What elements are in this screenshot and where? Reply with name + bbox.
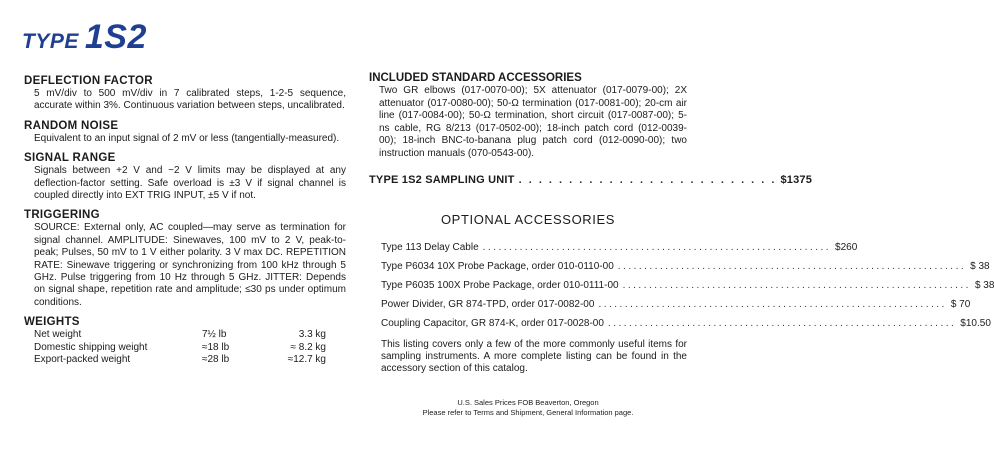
section-body: 5 mV/div to 500 mV/div in 7 calibrated steps, 1-2-5 sequence, accurate within 3%. Continuous variation between steps, uncalibrated.: [34, 88, 346, 112]
leader-dots: ..................................................................: [598, 298, 947, 310]
leader-dots: ..................................................................: [607, 317, 957, 329]
spec-signal-range: [24, 151, 346, 202]
weight-label: Net weight: [34, 329, 82, 341]
accessory-price: $ 38: [974, 279, 994, 291]
title-prefix: TYPE: [22, 30, 79, 53]
accessory-label: Type P6034 10X Probe Package, order 010-0110-00: [381, 260, 614, 272]
section-body: Signals between +2 V and −2 V limits may be displayed at any deflection-factor setting. Safe overload is ±3 V if signal channel is coupled directly into EXT TRIG INPUT, ±5 V if not.: [34, 165, 346, 202]
accessory-label: Coupling Capacitor, GR 874-K, order 017-0028-00: [381, 317, 604, 329]
accessory-price: $10.50: [960, 317, 991, 329]
weight-label: Export-packed weight: [34, 354, 131, 366]
weight-lb: ≈28 lb: [202, 354, 230, 366]
leader-dots: ..................................................................: [622, 279, 971, 291]
unit-price-value: $1375: [780, 173, 813, 186]
optional-accessory-row: [381, 260, 990, 273]
weight-kg: ≈12.7 kg: [287, 354, 326, 366]
section-body: SOURCE: External only, AC coupled—may serve as termination for signal channel. AMPLITUDE: Sinewaves, 100 mV to 2 V, peak-to-peak; Pulses, 50 mV to 1 V either polarity. 3 V max DC. REPETITION RATE: Sinewave triggering or synchronizing from 100 kHz through 5 GHz. Pulse triggering from 10 Hz through 5 GHz. JITTER: Depends on signal shape, repetition rate and amplitude; ≤30 ps under optimum conditions.: [34, 222, 346, 308]
spec-triggering: [24, 208, 346, 309]
accessory-price: $ 70: [950, 298, 971, 310]
weight-row: [34, 354, 346, 367]
optional-accessory-row: [381, 298, 971, 311]
accessory-label: Type 113 Delay Cable: [381, 241, 479, 253]
optional-accessory-row: [381, 317, 991, 330]
leader-dots: . . . . . . . . . . . . . . . . . . . . . . . . . .: [518, 173, 777, 186]
section-heading: DEFLECTION FACTOR: [24, 75, 153, 87]
weight-row: [34, 329, 346, 342]
included-accessories-body: Two GR elbows (017-0070-00); 5X attenuator (017-0079-00); 2X attenuator (017-0080-00); 50-Ω termination (017-0081-00); 20-cm air line (017-0084-00); 50-Ω termination, short circuit (017-0087-00); 5-ns cable, RG 8/213 (017-0502-00); 18-inch patch cord (012-0039-00); 18-inch BNC-to-banana plug patch cord (012-0090-00); two instruction manuals (070-0543-00).: [379, 85, 687, 159]
included-accessories-heading: INCLUDED STANDARD ACCESSORIES: [369, 72, 582, 84]
section-heading: RANDOM NOISE: [24, 119, 119, 132]
accessory-price: $260: [835, 241, 858, 253]
section-heading: WEIGHTS: [24, 316, 80, 329]
weight-lb: ≈18 lb: [202, 341, 230, 353]
section-heading: SIGNAL RANGE: [24, 152, 116, 165]
unit-price-label: TYPE 1S2 SAMPLING UNIT: [369, 173, 515, 186]
footer-line-2: Please refer to Terms and Shipment, General Information page.: [422, 407, 634, 417]
specifications-column: [24, 74, 346, 367]
spec-weights: [24, 315, 346, 367]
accessories-column: [369, 71, 994, 418]
optional-accessory-row: [381, 241, 858, 254]
weight-label: Domestic shipping weight: [34, 341, 148, 353]
pricing-footer: [369, 398, 687, 418]
title-model: 1S2: [84, 18, 147, 56]
spec-random-noise: [24, 119, 346, 145]
optional-accessories-heading: OPTIONAL ACCESSORIES: [440, 211, 616, 227]
accessory-label: Type P6035 100X Probe Package, order 010-0111-00: [381, 279, 619, 291]
optional-accessory-row: [381, 279, 994, 292]
leader-dots: ..................................................................: [617, 260, 967, 272]
unit-price-line: [369, 173, 813, 186]
weight-row: [34, 342, 346, 355]
section-heading: TRIGGERING: [24, 209, 100, 222]
accessory-label: Power Divider, GR 874-TPD, order 017-0082-00: [381, 298, 595, 310]
spec-deflection-factor: [24, 74, 346, 113]
accessory-price: $ 38: [970, 260, 990, 272]
listing-note: This listing covers only a few of the more commonly useful items for sampling instruments. A more complete listing can be found in the accessory section of this catalog.: [381, 338, 687, 375]
weight-kg: 3.3 kg: [298, 329, 326, 341]
weight-lb: 7½ lb: [202, 329, 227, 341]
leader-dots: ..................................................................: [482, 241, 832, 253]
weight-kg: ≈ 8.2 kg: [290, 341, 326, 353]
footer-line-1: U.S. Sales Prices FOB Beaverton, Oregon: [457, 397, 599, 407]
section-body: Equivalent to an input signal of 2 mV or less (tangentially-measured).: [34, 132, 340, 144]
page-title: [22, 18, 147, 57]
